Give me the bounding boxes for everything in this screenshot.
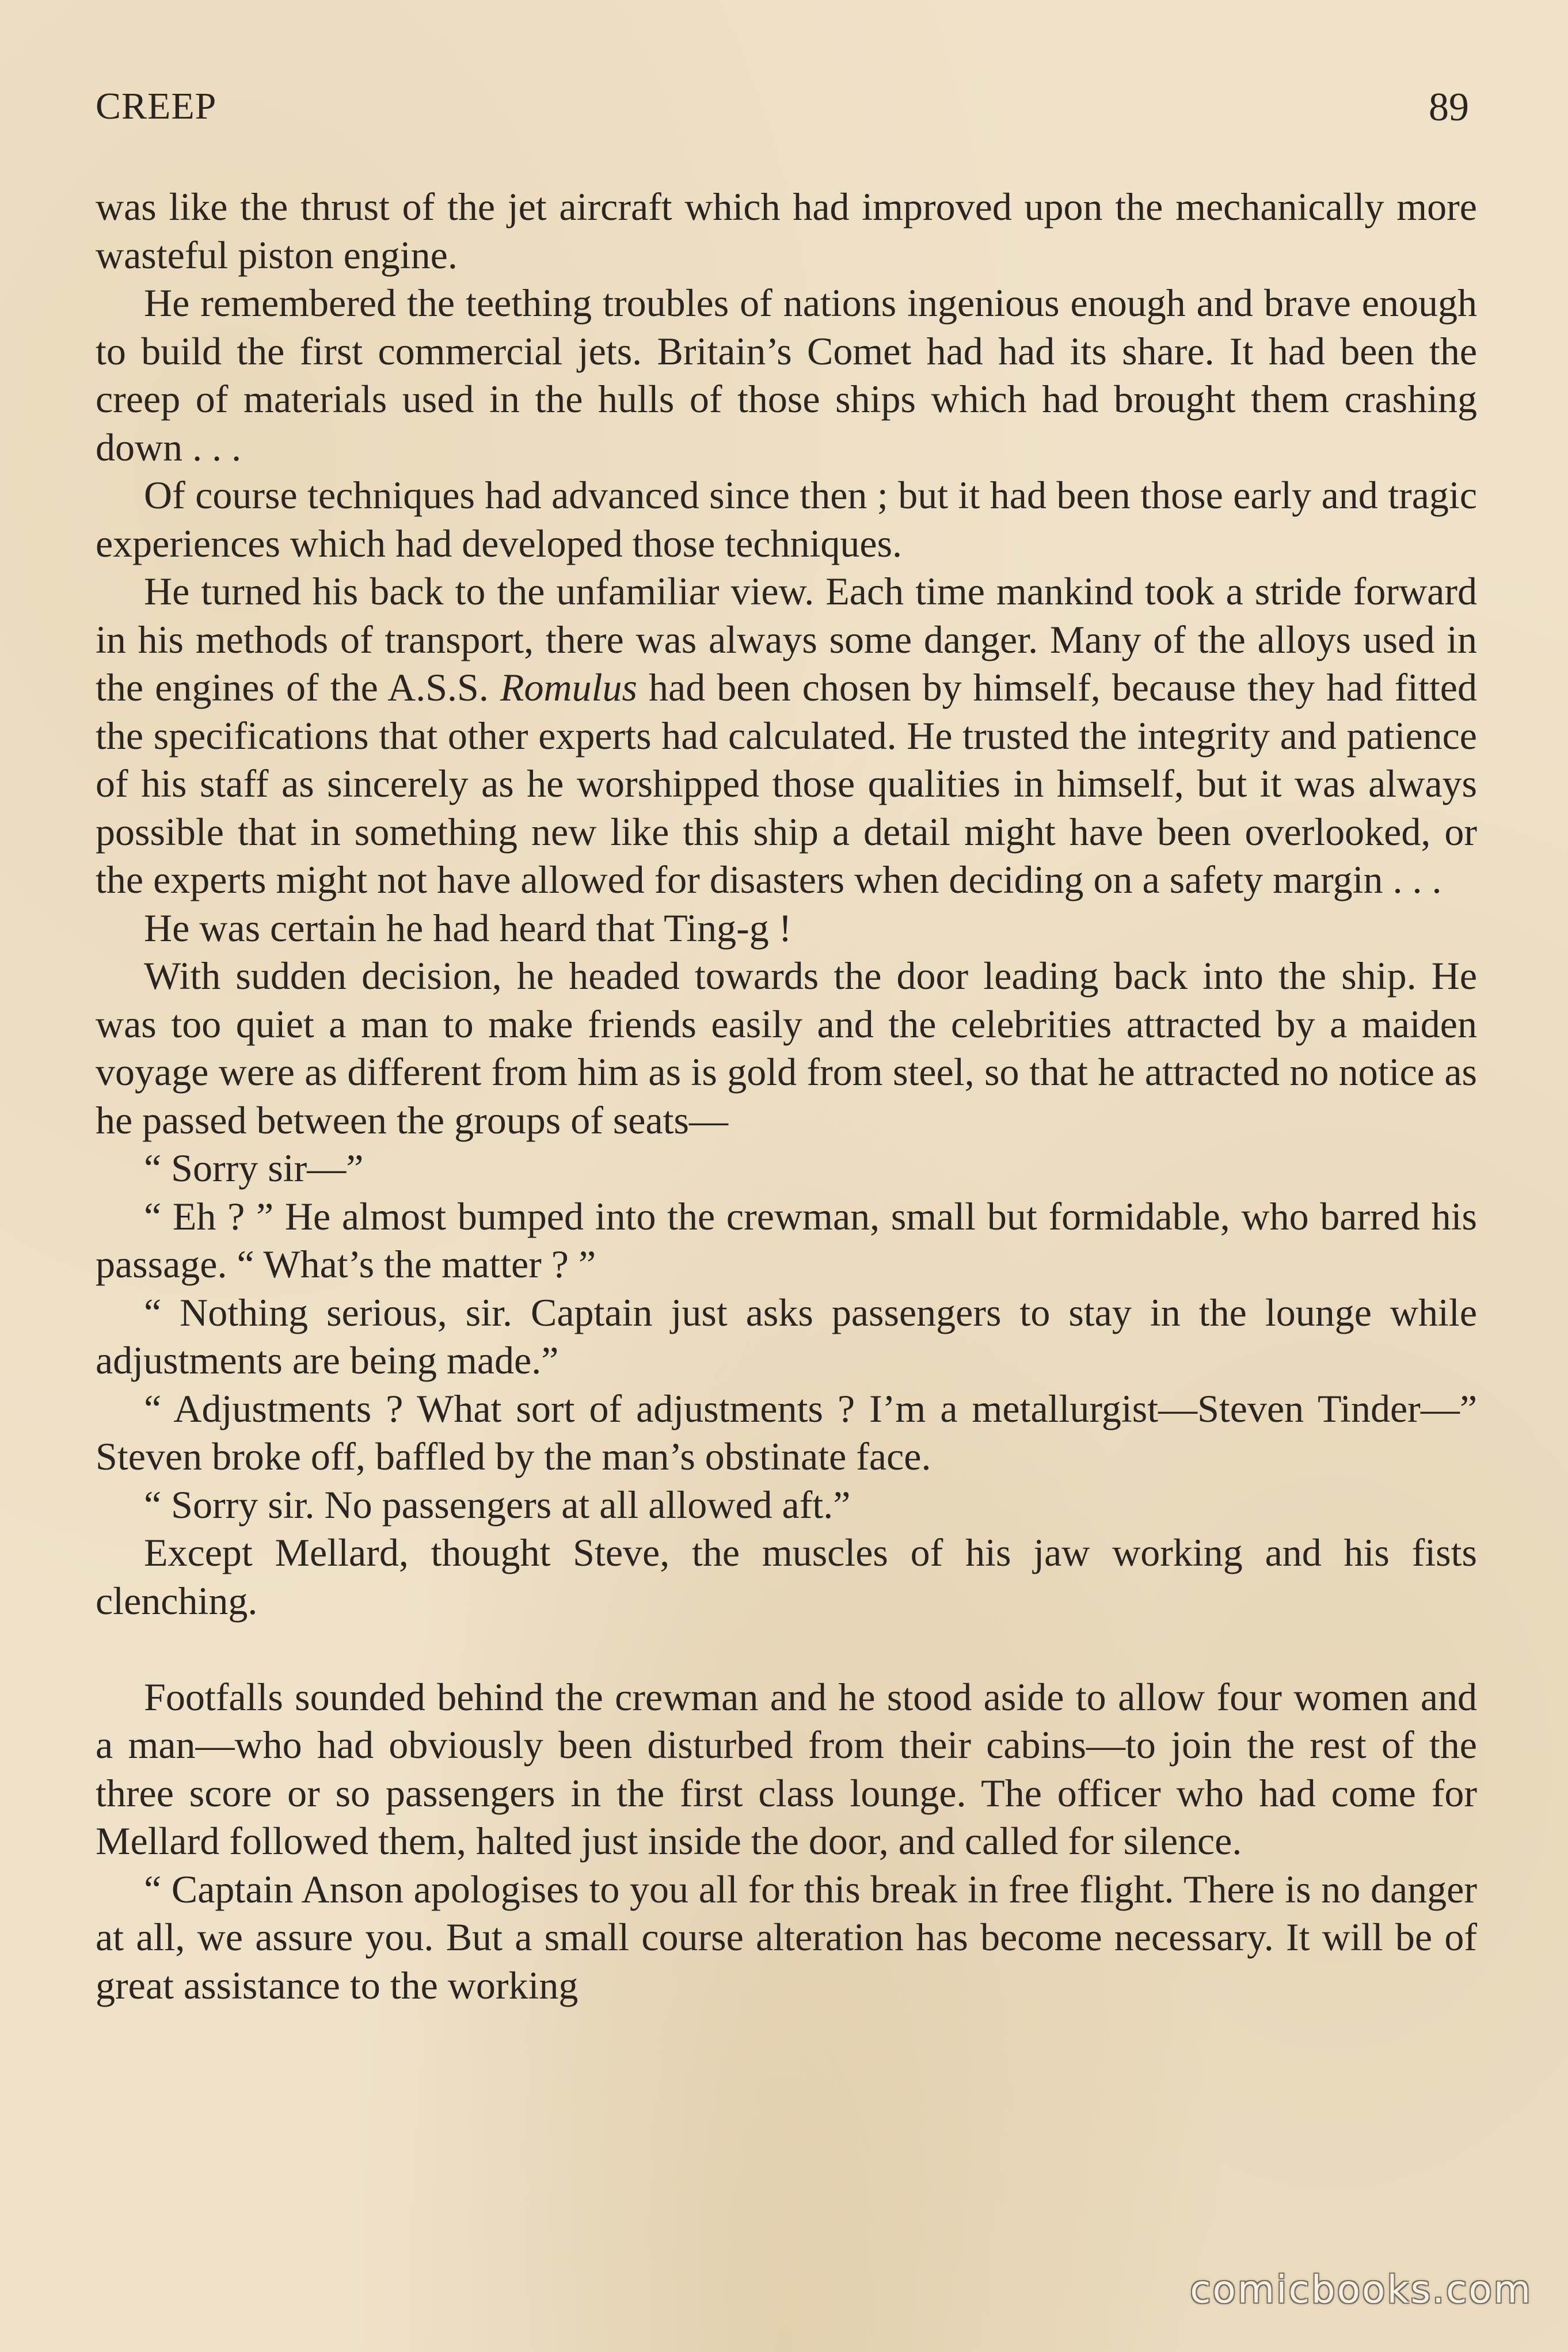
dialogue-line: “ Nothing serious, sir. Captain just asks passengers to stay in the lounge while adjustments are being made.” (96, 1290, 1477, 1382)
paragraph (96, 568, 1477, 904)
body-text (96, 183, 1477, 2010)
paragraph: Footfalls sounded behind the crewman and he stood aside to allow four women and a man—who had obviously been disturbed from their cabins—to join the rest of the three score or so passengers in the first class lounge. The officer who had come for Mellard followed them, halted just inside the door, and called for silence. (96, 1674, 1477, 1863)
paragraph-text: had been chosen by himself, because they had fitted the specifications that other experts had calculated. He trusted the integrity and patience of his staff as sincerely as he worshipped those qualities in himself, but it was always possible that in something new like this ship a detail might have been overlooked, or the experts might not have allowed for disasters when deciding on a safety margin . . . (96, 665, 1477, 901)
dialogue-line: “ Sorry sir. No passengers at all allowed aft.” (144, 1482, 851, 1527)
paragraph: He was certain he had heard that Ting-g ! (144, 905, 792, 950)
dialogue-line: “ Eh ? ” He almost bumped into the crewman, small but formidable, who barred his passage. “ What’s the matter ? ” (96, 1194, 1477, 1286)
ship-name: Romulus (500, 665, 637, 709)
paragraph: Of course techniques had advanced since then ; but it had been those early and tragic experiences which had developed those techniques. (96, 473, 1477, 565)
paragraph: was like the thrust of the jet aircraft which had improved upon the mechanically more wasteful piston engine. (96, 185, 1477, 277)
paragraph-text: He turned his back to the unfamiliar view. Each time mankind took a stride forward in his methods of transport, there was always some danger. Many of the alloys used in the engines of the A.S.S. (96, 569, 1477, 709)
page-number: 89 (1429, 85, 1469, 130)
dialogue-line: “ Adjustments ? What sort of adjustments ? I’m a metallurgist—Steven Tinder—” Steven broke off, baffled by the man’s obstinate face. (96, 1386, 1477, 1478)
running-title: CREEP (96, 85, 217, 127)
watermark: comicbooks.com (1190, 2267, 1532, 2312)
dialogue-line: “ Sorry sir—” (144, 1146, 364, 1190)
paragraph: He remembered the teething troubles of nations ingenious enough and brave enough to build the first commercial jets. Britain’s Comet had had its share. It had been the creep of materials used in the hulls of those ships which had brought them crashing down . . . (96, 281, 1477, 469)
paragraph: Except Mellard, thought Steve, the muscles of his jaw working and his fists clenching. (96, 1531, 1477, 1623)
dialogue-line: “ Captain Anson apologises to you all for this break in free flight. There is no danger at all, we assure you. But a small course alteration has become necessary. It will be of great assistance to the working (96, 1867, 1477, 2007)
paragraph: With sudden decision, he headed towards the door leading back into the ship. He was too quiet a man to make friends easily and the celebrities attracted by a maiden voyage were as different from him as is gold from steel, so that he attracted no notice as he passed between the groups of seats— (96, 954, 1477, 1142)
